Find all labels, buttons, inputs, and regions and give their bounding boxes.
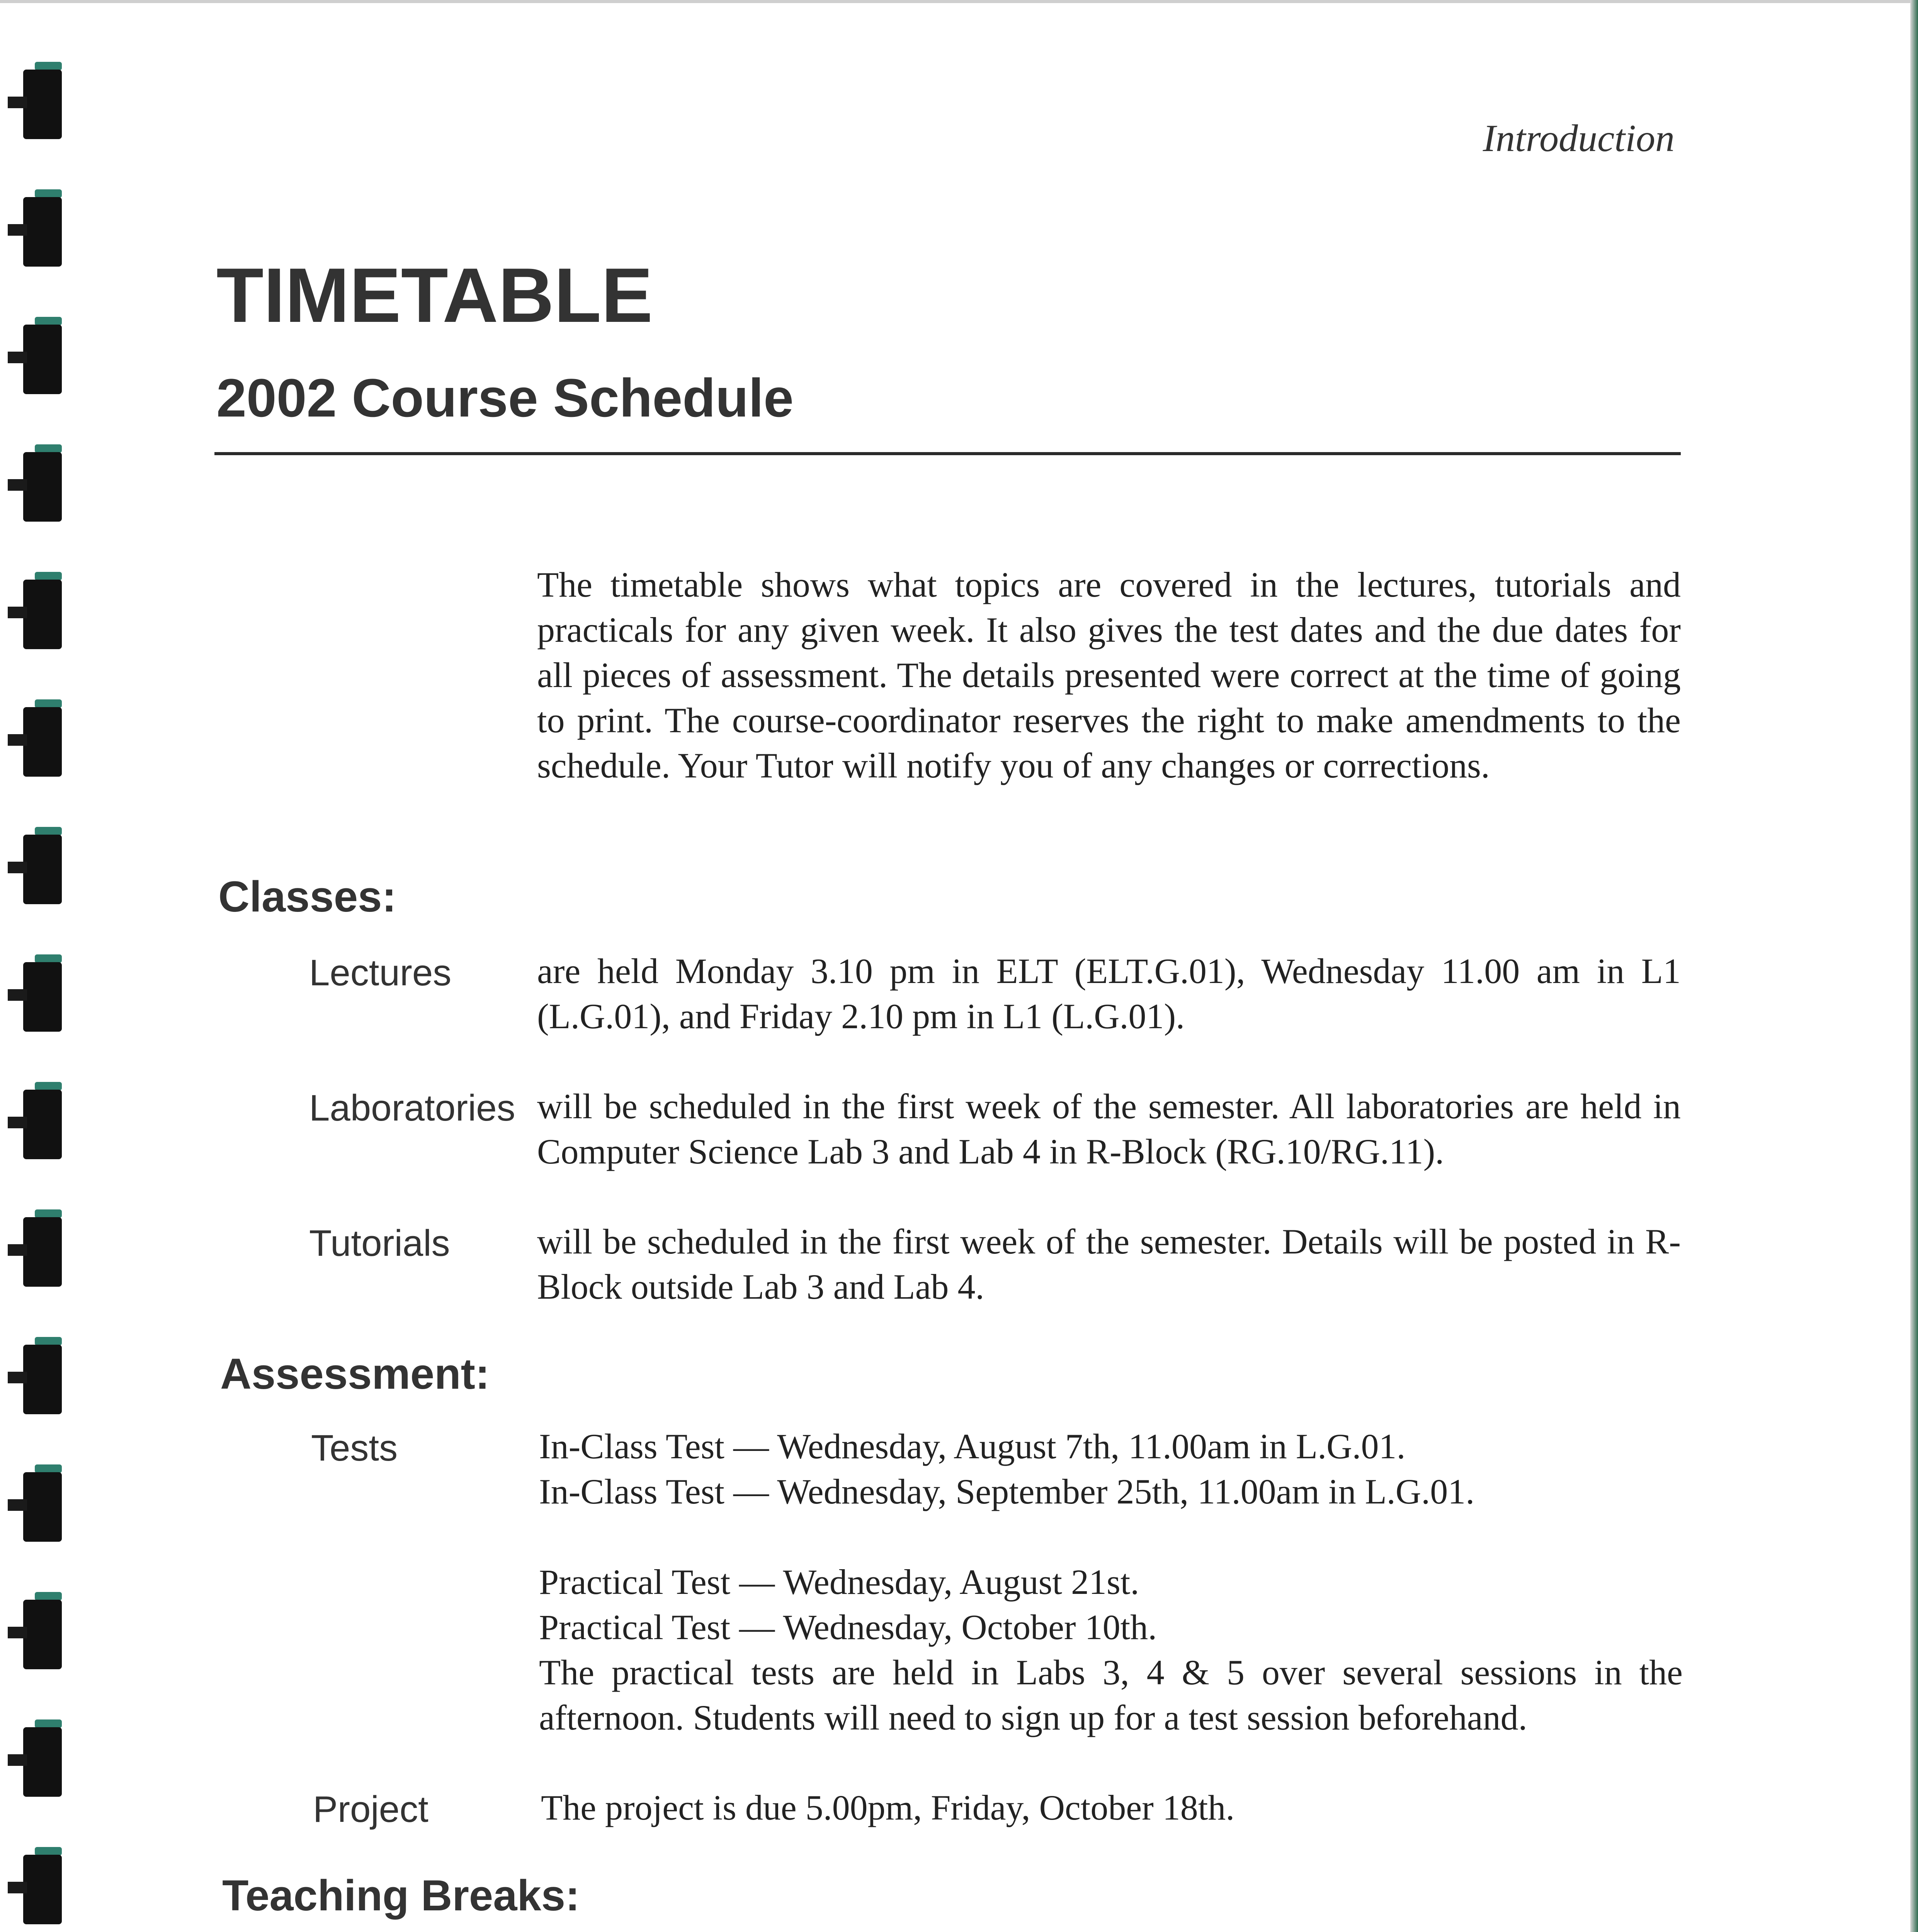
binding-coil bbox=[8, 1592, 62, 1677]
binding-coil bbox=[8, 1464, 62, 1549]
binding-coil bbox=[8, 1082, 62, 1167]
in-class-test-1: In-Class Test — Wednesday, August 7th, 11.00am in L.G.01. bbox=[539, 1427, 1406, 1466]
classes-heading: Classes: bbox=[218, 872, 396, 921]
binding-coil bbox=[8, 62, 62, 147]
binding-coil bbox=[8, 1209, 62, 1294]
tutorials-label: Tutorials bbox=[309, 1223, 450, 1264]
project-text: The project is due 5.00pm, Friday, October 18th. bbox=[541, 1788, 1235, 1827]
lectures-text: are held Monday 3.10 pm in ELT (ELT.G.01), Wednesday 11.00 am in L1 (L.G.01), and Friday 2.10 pm in L1 (L.G.01). bbox=[537, 951, 1681, 1036]
laboratories-text: will be scheduled in the first week of the semester. All laboratories are held in Computer Science Lab 3 and Lab 4 in R-Block (RG.10/RG.11). bbox=[537, 1087, 1681, 1171]
spiral-binding bbox=[0, 0, 70, 1932]
tests-block bbox=[539, 1424, 1683, 1740]
running-head: Introduction bbox=[1483, 117, 1675, 160]
binding-coil bbox=[8, 317, 62, 402]
binding-coil bbox=[8, 189, 62, 274]
laboratories-label: Laboratories bbox=[309, 1087, 515, 1129]
page-right-edge bbox=[1910, 0, 1918, 1932]
practical-test-1: Practical Test — Wednesday, August 21st. bbox=[539, 1562, 1139, 1602]
page-subtitle: 2002 Course Schedule bbox=[216, 367, 794, 428]
title-rule bbox=[214, 452, 1681, 455]
binding-coil bbox=[8, 827, 62, 912]
in-class-test-2: In-Class Test — Wednesday, September 25th, 11.00am in L.G.01. bbox=[539, 1472, 1475, 1511]
assessment-heading: Assessment: bbox=[220, 1350, 490, 1398]
teaching-breaks-heading: Teaching Breaks: bbox=[222, 1871, 580, 1920]
binding-coil bbox=[8, 1847, 62, 1932]
lectures-label: Lectures bbox=[309, 952, 452, 993]
binding-coil bbox=[8, 699, 62, 784]
binding-coil bbox=[8, 444, 62, 529]
binding-coil bbox=[8, 1337, 62, 1422]
practical-tests-note: The practical tests are held in Labs 3, 4 & 5 over several sessions in the afternoon. Students will need to sign up for a test session beforehand. bbox=[539, 1653, 1683, 1737]
page-top-edge bbox=[0, 0, 1918, 3]
binding-coil bbox=[8, 1719, 62, 1804]
binding-coil bbox=[8, 954, 62, 1039]
practical-test-2: Practical Test — Wednesday, October 10th. bbox=[539, 1607, 1157, 1647]
intro-paragraph: The timetable shows what topics are covered in the lectures, tutorials and practicals for any given week. It also gives the test dates and the due dates for all pieces of assessment. The details presented were correct at the time of going to print. The course-coordinator reserves the right to make amendments to the schedule. Your Tutor will notify you of any changes or corrections. bbox=[537, 565, 1681, 785]
project-label: Project bbox=[313, 1789, 428, 1830]
binding-coil bbox=[8, 572, 62, 657]
page-title: TIMETABLE bbox=[216, 252, 653, 338]
tests-label: Tests bbox=[311, 1427, 398, 1469]
tutorials-text: will be scheduled in the first week of the semester. Details will be posted in R-Block outside Lab 3 and Lab 4. bbox=[537, 1222, 1681, 1306]
